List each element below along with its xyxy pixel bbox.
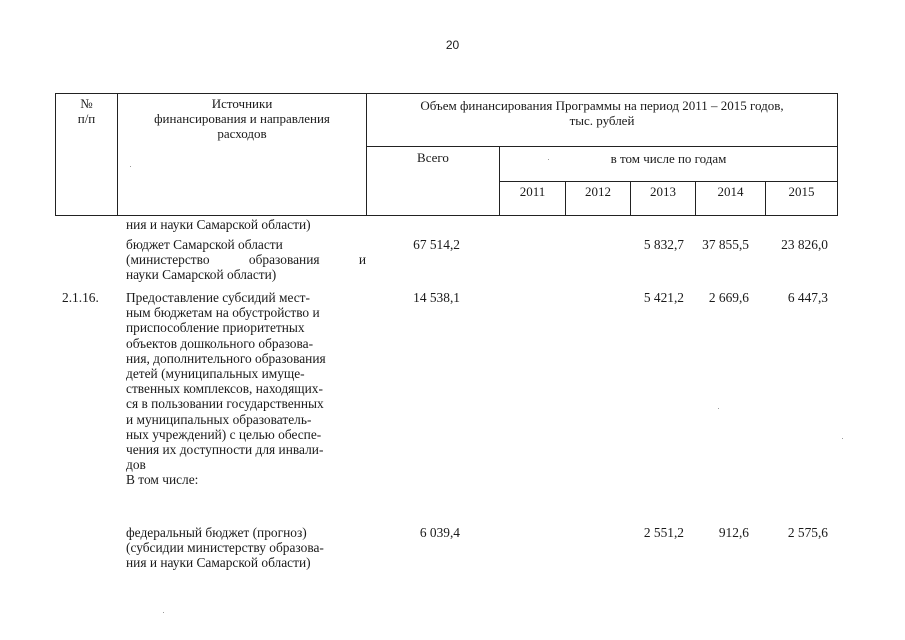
row-item-line9: и муниципальных образователь- <box>126 412 312 427</box>
row-item-line10: ных учреждений) с целью обеспе- <box>126 427 322 442</box>
row-federal-2013: 2 551,2 <box>643 525 684 540</box>
header-year-2013: 2013 <box>650 184 676 199</box>
row-item-2014: 2 669,6 <box>708 290 749 305</box>
page-number: 20 <box>445 38 460 52</box>
header-col-source-line3: расходов <box>217 126 267 141</box>
header-col-volume <box>367 98 837 128</box>
scan-speck <box>130 166 131 167</box>
justified-word: образования <box>248 252 320 267</box>
row-regional-budget-2013: 5 832,7 <box>643 237 684 252</box>
row-regional-budget-2014: 37 855,5 <box>702 237 749 252</box>
row-regional-budget-line2-text <box>126 252 366 267</box>
row-regional-budget-line3: науки Самарской области) <box>126 267 277 282</box>
row-federal-line1: федеральный бюджет (прогноз) <box>126 525 307 540</box>
row-continuation-text: ния и науки Самарской области) <box>126 217 311 232</box>
header-col-source-line2: финансирования и направления <box>154 111 330 126</box>
header-year-2011: 2011 <box>519 184 546 199</box>
header-year-2012: 2012 <box>585 184 611 199</box>
row-item-number: 2.1.16. <box>62 290 99 305</box>
row-item-2015: 6 447,3 <box>787 290 828 305</box>
row-item-2013: 5 421,2 <box>643 290 684 305</box>
row-regional-budget-line1: бюджет Самарской области <box>126 237 283 252</box>
header-col-number-line1: № <box>80 96 93 111</box>
header-col-number-line2: п/п <box>77 111 96 126</box>
justified-word: (министерство <box>126 252 210 267</box>
header-col-number <box>56 96 117 126</box>
row-item-line8: ся в пользовании государственных <box>126 396 324 411</box>
scan-speck <box>163 612 164 613</box>
row-regional-budget-line2 <box>126 252 366 267</box>
header-year-2015: 2015 <box>788 184 815 199</box>
row-regional-budget-total: 67 514,2 <box>413 237 460 252</box>
row-federal-line3: ния и науки Самарской области) <box>126 555 311 570</box>
row-item-line6: детей (муниципальных имуще- <box>126 366 305 381</box>
row-item-line11: чения их доступности для инвали- <box>126 442 324 457</box>
row-regional-budget-2015: 23 826,0 <box>781 237 828 252</box>
row-item-line7: ственных комплексов, находящих- <box>126 381 323 396</box>
row-federal-2015: 2 575,6 <box>787 525 828 540</box>
scan-speck <box>718 408 719 409</box>
row-federal-2014: 912,6 <box>718 525 749 540</box>
scan-speck <box>548 159 549 160</box>
row-item-line12: дов <box>126 457 146 472</box>
header-col-volume-line1: Объем финансирования Программы на период 2011 – 2015 годов, <box>420 98 784 113</box>
row-federal-line2: (субсидии министерству образова- <box>126 540 324 555</box>
row-item-line5: ния, дополнительного образования <box>126 351 326 366</box>
header-col-by-years: в том числе по годам <box>610 151 727 166</box>
scan-speck <box>842 438 843 439</box>
row-item-line13: В том числе: <box>126 472 199 487</box>
row-item-line2: ным бюджетам на обустройство и <box>126 305 320 320</box>
header-col-volume-line2: тыс. рублей <box>569 113 635 128</box>
header-col-total: Всего <box>417 150 449 165</box>
justified-word: и <box>358 252 366 267</box>
row-federal-total: 6 039,4 <box>419 525 460 540</box>
header-year-2014: 2014 <box>717 184 744 199</box>
header-col-source <box>118 96 366 141</box>
row-item-line1: Предоставление субсидий мест- <box>126 290 310 305</box>
row-item-total: 14 538,1 <box>413 290 460 305</box>
row-item-line4: объектов дошкольного образова- <box>126 336 314 351</box>
header-col-source-line1: Источники <box>211 96 273 111</box>
row-item-line3: приспособление приоритетных <box>126 320 305 335</box>
